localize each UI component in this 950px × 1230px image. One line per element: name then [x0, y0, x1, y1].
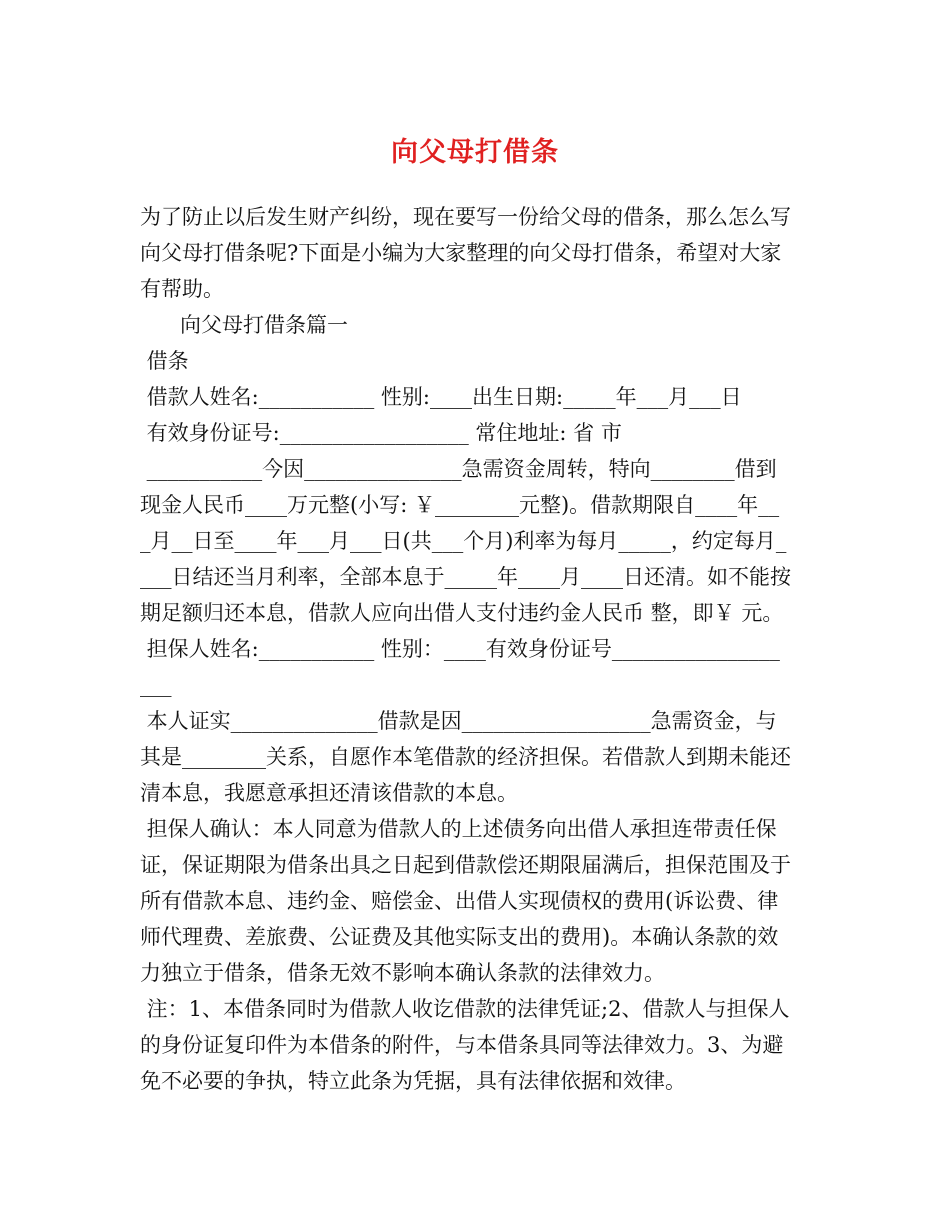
- body-line-5: 借条: [140, 349, 189, 373]
- body-line-13: 担保人姓名:___________ 性别：____有效身份证号________________: [140, 637, 780, 661]
- body-line-10: _月__日至____年___月___日(共___个月)利率为每月_____，约定每月_: [140, 529, 787, 553]
- body-line-14: ___: [140, 673, 172, 697]
- body-line-17: 清本息，我愿意承担还清该借款的本息。: [140, 781, 518, 805]
- body-line-7: 有效身份证号:__________________ 常住地址: 省 市: [140, 421, 622, 445]
- body-line-15: 本人证实______________借款是因__________________急需资金，与: [140, 709, 777, 733]
- body-line-9: 现金人民币____万元整(小写: ￥________元整)。借款期限自____年__: [140, 493, 780, 517]
- body-line-24: 的身份证复印件为本借条的附件，与本借条具同等法律效力。3、为避: [140, 1033, 784, 1057]
- body-line-1: 为了防止以后发生财产纠纷，现在要写一份给父母的借条，那么怎么写: [140, 205, 791, 229]
- body-line-18: 担保人确认：本人同意为借款人的上述债务向出借人承担连带责任保: [140, 817, 777, 841]
- body-line-23: 注：1、本借条同时为借款人收讫借款的法律凭证;2、借款人与担保人: [140, 997, 790, 1021]
- body-line-25: 免不必要的争执，特立此条为凭据，具有法律依据和效律。: [140, 1069, 686, 1093]
- page-title: 向父母打借条: [391, 137, 559, 168]
- body-line-20: 所有借款本息、违约金、赔偿金、出借人实现债权的费用(诉讼费、律: [140, 889, 779, 913]
- body-line-12: 期足额归还本息，借款人应向出借人支付违约金人民币 整，即￥ 元。: [140, 601, 784, 625]
- body-line-21: 师代理费、差旅费、公证费及其他实际支出的费用)。本确认条款的效: [140, 925, 779, 949]
- body-line-19: 证，保证期限为借条出具之日起到借款偿还期限届满后，担保范围及于: [140, 853, 791, 877]
- section-heading: 向父母打借条篇一: [140, 313, 349, 337]
- body-line-22: 力独立于借条，借条无效不影响本确认条款的法律效力。: [140, 961, 665, 985]
- body-line-8: ___________今因_______________急需资金周转，特向________借到: [140, 457, 777, 481]
- body-line-2: 向父母打借条呢?下面是小编为大家整理的向父母打借条，希望对大家: [140, 241, 782, 265]
- body-line-3: 有帮助。: [140, 277, 224, 301]
- body-line-6: 借款人姓名:___________ 性别:____出生日期:_____年___月___日: [140, 385, 742, 409]
- body-line-16: 其是________关系，自愿作本笔借款的经济担保。若借款人到期未能还: [140, 745, 791, 769]
- body-line-11: ___日结还当月利率，全部本息于_____年____月____日还清。如不能按: [140, 565, 791, 589]
